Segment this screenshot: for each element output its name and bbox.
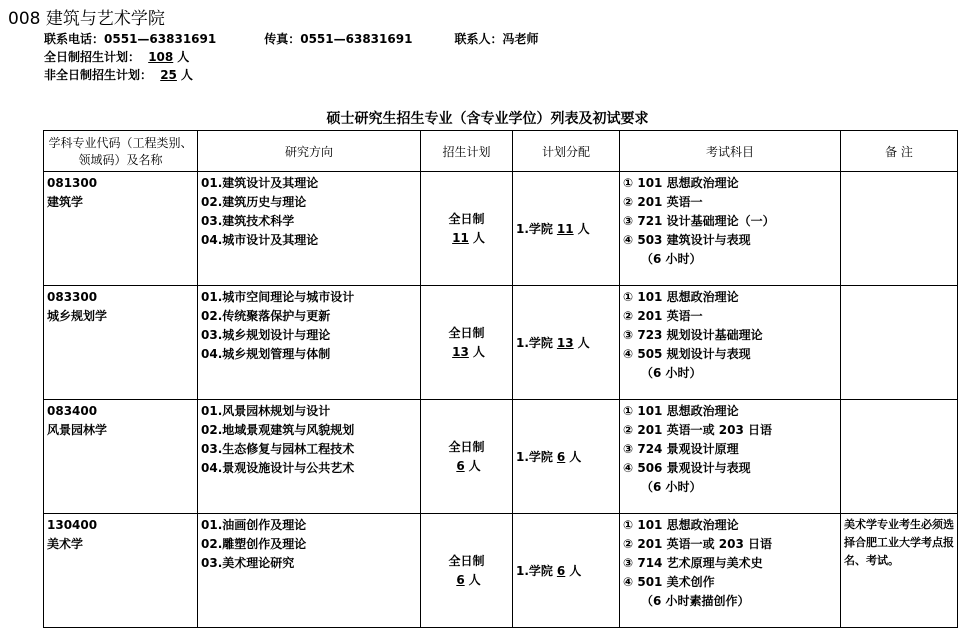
- major-cell: [44, 286, 198, 400]
- fulltime-label: 全日制招生计划：: [44, 50, 141, 64]
- plan-unit: 人: [468, 572, 481, 587]
- exam-item: ② 201 英语一或 203 日语: [623, 423, 772, 437]
- major-name: 城乡规划学: [47, 309, 108, 323]
- contact-line: [44, 30, 538, 48]
- alloc-count: 11: [556, 222, 574, 236]
- directions-cell: [198, 286, 421, 400]
- plan-count: 13: [452, 344, 469, 359]
- plan-count-line: [448, 345, 485, 359]
- exam-item: ③ 723 规划设计基础理论: [623, 328, 763, 342]
- major-cell: [44, 514, 198, 628]
- directions-cell: [198, 514, 421, 628]
- plan-unit: 人: [472, 230, 485, 245]
- note-cell: [841, 286, 958, 400]
- contact-person: 冯老师: [502, 32, 539, 46]
- allocation-cell: [513, 172, 620, 286]
- header-allocation: 计划分配: [513, 131, 620, 172]
- direction-item: 01.建筑设计及其理论: [201, 176, 319, 190]
- exam-item: ① 101 思想政治理论: [623, 176, 739, 190]
- direction-item: 03.建筑技术科学: [201, 214, 295, 228]
- table-title: 硕士研究生招生专业（含专业学位）列表及初试要求: [326, 111, 649, 127]
- plan-count: 6: [456, 458, 465, 473]
- major-name: 美术学: [47, 537, 84, 551]
- fulltime-plan: [44, 48, 538, 66]
- alloc-label: 1.学院: [516, 222, 553, 236]
- plan-label: 全日制: [448, 439, 485, 454]
- direction-item: 01.油画创作及理论: [201, 518, 307, 532]
- plan-count: 11: [452, 230, 469, 245]
- plan-label: 全日制: [448, 211, 485, 226]
- plan-count: 6: [456, 572, 465, 587]
- exam-item: ③ 714 艺术原理与美术史: [623, 556, 763, 570]
- phone-number: 0551—63831691: [104, 32, 217, 46]
- fax-number: 0551—63831691: [300, 32, 413, 46]
- direction-item: 04.景观设施设计与公共艺术: [201, 461, 355, 475]
- exam-item: ④ 503 建筑设计与表现: [623, 233, 751, 247]
- exam-duration: （6 小时）: [641, 366, 702, 380]
- plan-cell: [421, 172, 513, 286]
- exams-cell: [620, 514, 841, 628]
- allocation-cell: [513, 400, 620, 514]
- exam-item: ④ 501 美术创作: [623, 575, 715, 589]
- direction-item: 02.传统聚落保护与更新: [201, 309, 331, 323]
- alloc-label: 1.学院: [516, 450, 553, 464]
- table-row: [44, 172, 958, 286]
- exams-cell: [620, 172, 841, 286]
- plan-cell: [421, 514, 513, 628]
- header-direction: 研究方向: [198, 131, 421, 172]
- alloc-unit: 人: [577, 336, 590, 350]
- directions-cell: [198, 172, 421, 286]
- plan-label: 全日制: [448, 553, 485, 568]
- school-header: [8, 8, 538, 84]
- direction-item: 01.城市空间理论与城市设计: [201, 290, 355, 304]
- header-code: 学科专业代码（工程类别、领域码）及名称: [44, 131, 198, 172]
- fulltime-unit: 人: [177, 50, 190, 64]
- exam-duration: （6 小时）: [641, 252, 702, 266]
- alloc-label: 1.学院: [516, 564, 553, 578]
- header-exams: 考试科目: [620, 131, 841, 172]
- plan-count-line: [452, 459, 480, 473]
- exam-item: ③ 724 景观设计原理: [623, 442, 739, 456]
- direction-item: 03.生态修复与园林工程技术: [201, 442, 355, 456]
- table-header-row: [44, 131, 958, 172]
- plan-unit: 人: [468, 458, 481, 473]
- major-name: 建筑学: [47, 195, 84, 209]
- allocation-cell: [513, 514, 620, 628]
- direction-item: 03.美术理论研究: [201, 556, 295, 570]
- parttime-unit: 人: [180, 68, 193, 82]
- school-title: 008 建筑与艺术学院: [8, 9, 165, 29]
- alloc-label: 1.学院: [516, 336, 553, 350]
- exam-item: ① 101 思想政治理论: [623, 518, 739, 532]
- major-cell: [44, 172, 198, 286]
- direction-item: 04.城乡规划管理与体制: [201, 347, 331, 361]
- table-row: [44, 286, 958, 400]
- exam-item: ② 201 英语一: [623, 195, 703, 209]
- alloc-unit: 人: [577, 222, 590, 236]
- alloc-unit: 人: [569, 564, 582, 578]
- exam-item: ④ 506 景观设计与表现: [623, 461, 751, 475]
- contact-label: 联系人：: [454, 32, 503, 46]
- header-plan: 招生计划: [421, 131, 513, 172]
- allocation-cell: [513, 286, 620, 400]
- note-cell: [841, 172, 958, 286]
- program-table: [43, 130, 958, 628]
- exams-cell: [620, 400, 841, 514]
- exam-item: ① 101 思想政治理论: [623, 290, 739, 304]
- major-code: 081300: [47, 176, 98, 190]
- parttime-label: 非全日制招生计划：: [44, 68, 153, 82]
- alloc-count: 13: [556, 336, 574, 350]
- exam-item: ② 201 英语一: [623, 309, 703, 323]
- direction-item: 01.风景园林规划与设计: [201, 404, 331, 418]
- major-name: 风景园林学: [47, 423, 108, 437]
- exam-duration: （6 小时素描创作）: [641, 594, 750, 608]
- major-code: 130400: [47, 518, 98, 532]
- table-row: [44, 400, 958, 514]
- fulltime-count: 108: [148, 50, 174, 64]
- parttime-count: 25: [160, 68, 177, 82]
- alloc-unit: 人: [569, 450, 582, 464]
- direction-item: 03.城乡规划设计与理论: [201, 328, 331, 342]
- plan-unit: 人: [472, 344, 485, 359]
- phone-label: 联系电话：: [44, 32, 105, 46]
- direction-item: 02.建筑历史与理论: [201, 195, 307, 209]
- exam-duration: （6 小时）: [641, 480, 702, 494]
- exam-item: ① 101 思想政治理论: [623, 404, 739, 418]
- major-code: 083300: [47, 290, 98, 304]
- note-cell: 美术学专业考生必须选择合肥工业大学考点报名、考试。: [841, 514, 958, 628]
- direction-item: 04.城市设计及其理论: [201, 233, 319, 247]
- contact-info: [44, 30, 538, 84]
- note-cell: [841, 400, 958, 514]
- fax-label: 传真：: [264, 32, 301, 46]
- major-code: 083400: [47, 404, 98, 418]
- plan-cell: [421, 400, 513, 514]
- plan-label: 全日制: [448, 325, 485, 340]
- directions-cell: [198, 400, 421, 514]
- alloc-count: 6: [556, 564, 566, 578]
- table-row: [44, 514, 958, 628]
- major-cell: [44, 400, 198, 514]
- exams-cell: [620, 286, 841, 400]
- parttime-plan: [44, 66, 538, 84]
- header-notes: 备 注: [841, 131, 958, 172]
- exam-item: ④ 505 规划设计与表现: [623, 347, 751, 361]
- plan-count-line: [452, 573, 480, 587]
- plan-count-line: [448, 231, 485, 245]
- direction-item: 02.地域景观建筑与风貌规划: [201, 423, 355, 437]
- alloc-count: 6: [556, 450, 566, 464]
- direction-item: 02.雕塑创作及理论: [201, 537, 307, 551]
- exam-item: ② 201 英语一或 203 日语: [623, 537, 772, 551]
- plan-cell: [421, 286, 513, 400]
- exam-item: ③ 721 设计基础理论（一）: [623, 214, 775, 228]
